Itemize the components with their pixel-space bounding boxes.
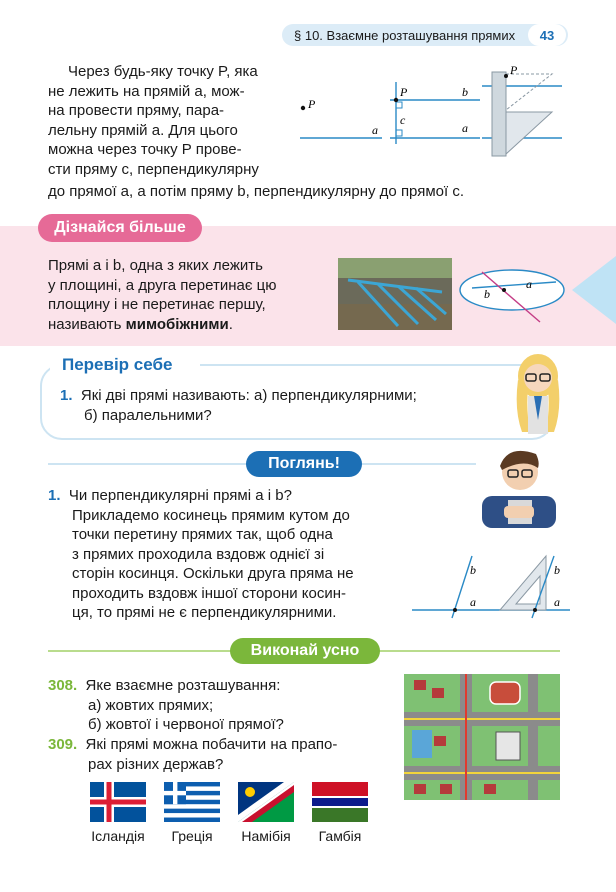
look-text: 1. Чи перпендикулярні прямі a і b? Прикладемо косинець прямим кутом до точки перетину прямих так, щоб одна з прямих проходила вздовж однієї зі сторін косинця. Оскільки друга пряма не проходить вздовж іншої сторони косин- ця, то прямі не є перпендикулярними. — [48, 487, 354, 621]
look-title: Поглянь! — [246, 451, 362, 477]
page-number: 43 — [528, 24, 566, 46]
check-yourself-question: 1. Які дві прямі називають: а) перпендикулярними; б) паралельними? — [60, 387, 417, 424]
flag-gambia — [312, 782, 368, 822]
oral-title: Виконай усно — [230, 638, 380, 664]
label-p: P — [308, 97, 316, 111]
flag-label-iceland: Ісландія — [91, 828, 145, 844]
svg-text:a: a — [462, 121, 468, 135]
flag-label-namibia: Намібія — [241, 828, 291, 844]
learn-more-line: у площині, а друга перетинає цю — [48, 276, 277, 294]
svg-text:b: b — [484, 287, 490, 301]
svg-text:P: P — [510, 64, 518, 77]
perpendicular-check-diagram — [412, 552, 570, 622]
exercise-number: 309. — [48, 736, 78, 753]
term-skew-lines: мимобіжними — [125, 315, 229, 333]
intro-line: не лежить на прямій a, мож- — [48, 82, 245, 100]
skew-lines-diagram — [458, 262, 568, 326]
learn-more-line: називають мимобіжними. — [48, 315, 233, 333]
svg-text:a: a — [470, 595, 476, 609]
point-p — [301, 106, 305, 110]
flag-label-greece: Греція — [171, 828, 213, 844]
learn-more-text — [48, 256, 322, 334]
parallel-construction-diagram — [290, 64, 570, 164]
section-title: § 10. Взаємне розташування прямих — [294, 27, 516, 43]
harrow-photo — [338, 258, 452, 330]
check-yourself-title: Перевір себе — [62, 355, 173, 374]
learn-more-line: площину і не перетинає першу, — [48, 296, 266, 313]
exercise-309: 309. Які прямі можна побачити на прапо- рах різних держав? — [48, 736, 338, 773]
flag-namibia — [238, 782, 294, 822]
intro-text — [48, 62, 280, 179]
ruler-icon — [492, 72, 506, 156]
svg-text:c: c — [400, 113, 406, 127]
flag-iceland — [90, 782, 146, 822]
question-number: 1. — [60, 387, 73, 404]
svg-text:b: b — [554, 563, 560, 577]
exercise-number: 308. — [48, 677, 78, 694]
learn-more-title: Дізнайся більше — [38, 214, 202, 242]
page-header — [282, 24, 568, 46]
svg-text:a: a — [554, 595, 560, 609]
label-a: a — [372, 123, 378, 137]
intro-line: на провести пряму, пара- — [48, 102, 225, 119]
svg-text:b: b — [462, 85, 468, 99]
intro-line: можна через точку P прове- — [48, 141, 242, 158]
exercise-308: 308. Яке взаємне розташування: а) жовтих прямих; б) жовтої і червоної прямої? — [48, 677, 284, 733]
look-number: 1. — [48, 487, 61, 504]
city-map-illustration — [404, 674, 560, 800]
intro-line: Через будь-яку точку P, яка — [68, 63, 258, 80]
learn-more-line: Прямі a і b, одна з яких лежить — [48, 257, 263, 274]
set-square-icon — [506, 112, 552, 154]
intro-line: лельну прямій a. Для цього — [48, 121, 238, 139]
boy-illustration — [478, 436, 560, 528]
svg-text:P: P — [400, 85, 408, 99]
svg-text:a: a — [526, 277, 532, 291]
girl-illustration — [508, 350, 568, 434]
flag-greece — [164, 782, 220, 822]
svg-text:b: b — [470, 563, 476, 577]
side-arrow-shape — [572, 256, 616, 324]
intro-last-line: до прямої a, а потім пряму b, перпендикулярну до прямої c. — [48, 183, 465, 200]
flag-label-gambia: Гамбія — [318, 828, 362, 844]
intro-line: сти пряму c, перпендикулярну — [48, 160, 259, 178]
